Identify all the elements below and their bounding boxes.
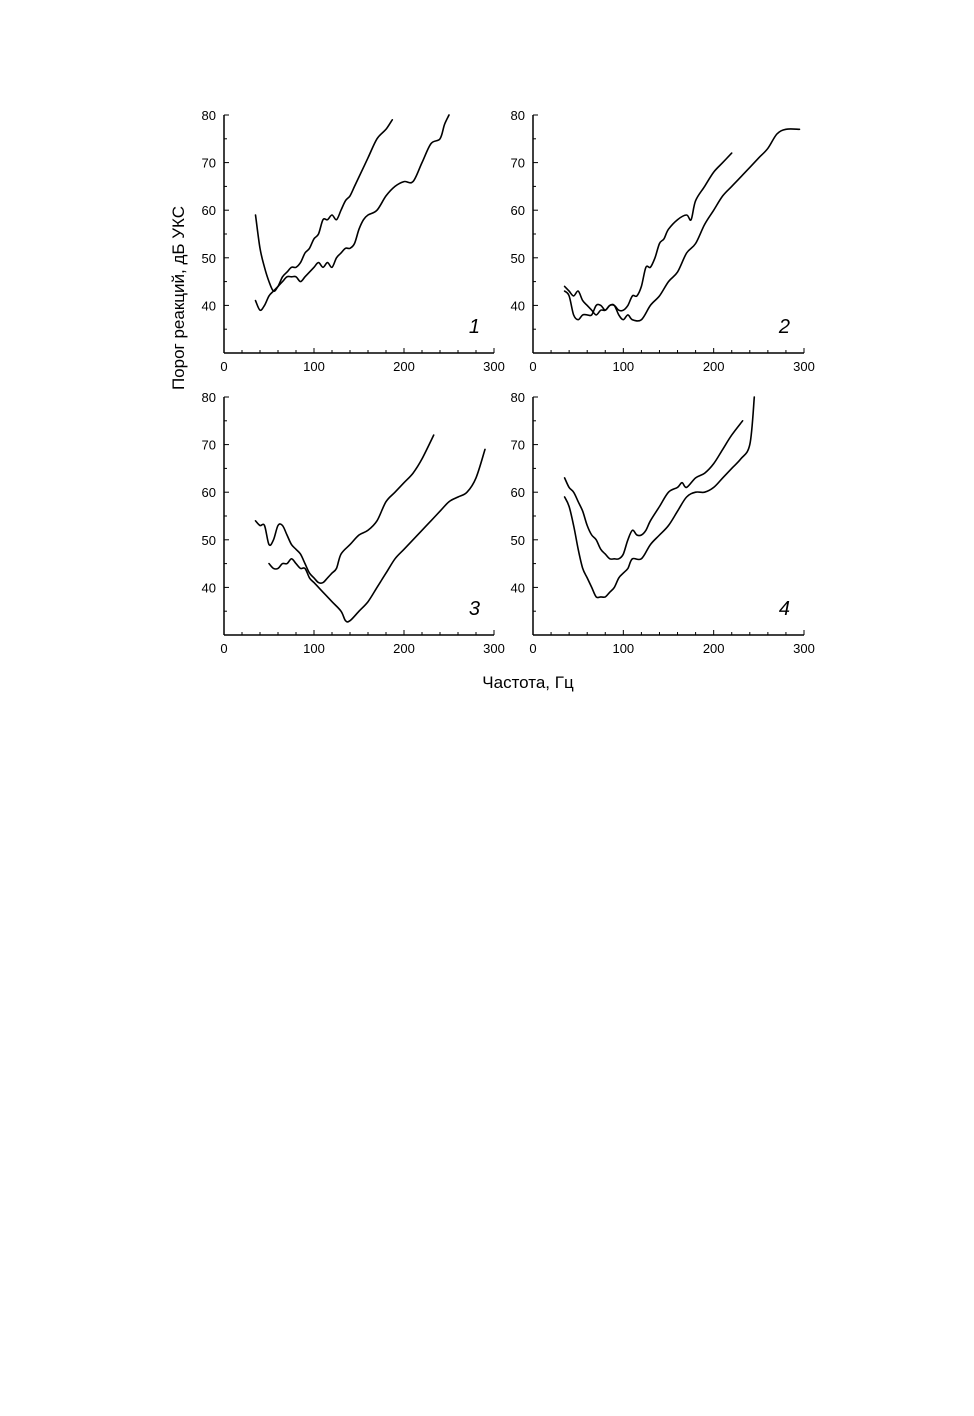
curve-1 [565,153,732,320]
y-tick-label: 50 [201,250,216,266]
y-tick-label: 40 [201,298,216,314]
y-tick-label: 70 [510,155,525,171]
y-tick-label: 70 [510,437,525,453]
panel-number: 3 [468,598,480,620]
x-tick-label: 100 [612,359,635,374]
x-tick-label: 200 [393,641,415,656]
x-tick-label: 300 [793,359,815,374]
y-tick-label: 80 [510,108,525,123]
y-tick-label: 40 [510,580,525,596]
y-tick-label: 80 [510,390,525,405]
x-tick-label: 0 [220,359,228,374]
curve-1 [565,421,743,559]
curve-2 [269,449,485,622]
x-axis-title: Частота, Гц [482,673,574,692]
y-tick-label: 80 [201,108,216,123]
curve-1 [256,435,434,583]
panel-number: 1 [468,316,480,338]
y-tick-label: 40 [510,298,525,314]
y-tick-label: 40 [201,580,216,596]
x-tick-label: 200 [393,359,415,374]
y-tick-label: 50 [510,532,525,548]
x-tick-label: 0 [529,641,537,656]
x-tick-label: 200 [702,359,725,374]
curve-2 [565,129,800,321]
y-tick-label: 70 [201,437,216,453]
x-tick-label: 200 [702,641,725,656]
y-axis-title: Порог реакций, дБ УКС [169,205,188,391]
curve-2 [256,115,450,310]
curve-2 [565,397,755,598]
y-tick-label: 60 [510,485,525,501]
y-tick-label: 50 [510,250,525,266]
x-tick-label: 0 [529,359,537,374]
chart-panel-4 [511,390,815,656]
y-tick-label: 60 [201,485,216,501]
chart-panel-3 [202,390,505,656]
y-tick-label: 70 [201,155,216,171]
x-tick-label: 100 [612,641,635,656]
y-tick-label: 80 [201,390,216,405]
y-tick-label: 50 [201,532,216,548]
curve-1 [256,120,393,291]
x-tick-label: 100 [303,359,325,374]
panel-number: 4 [778,598,790,620]
y-tick-label: 60 [201,203,216,219]
x-tick-label: 300 [793,641,815,656]
x-tick-label: 300 [483,359,505,374]
y-tick-label: 60 [510,203,525,219]
chart-panel-1 [202,108,505,374]
chart-panel-2 [511,108,815,374]
x-tick-label: 0 [220,641,228,656]
x-tick-label: 100 [303,641,325,656]
x-tick-label: 300 [483,641,505,656]
chart-panels [202,108,815,656]
panel-number: 2 [778,316,790,338]
